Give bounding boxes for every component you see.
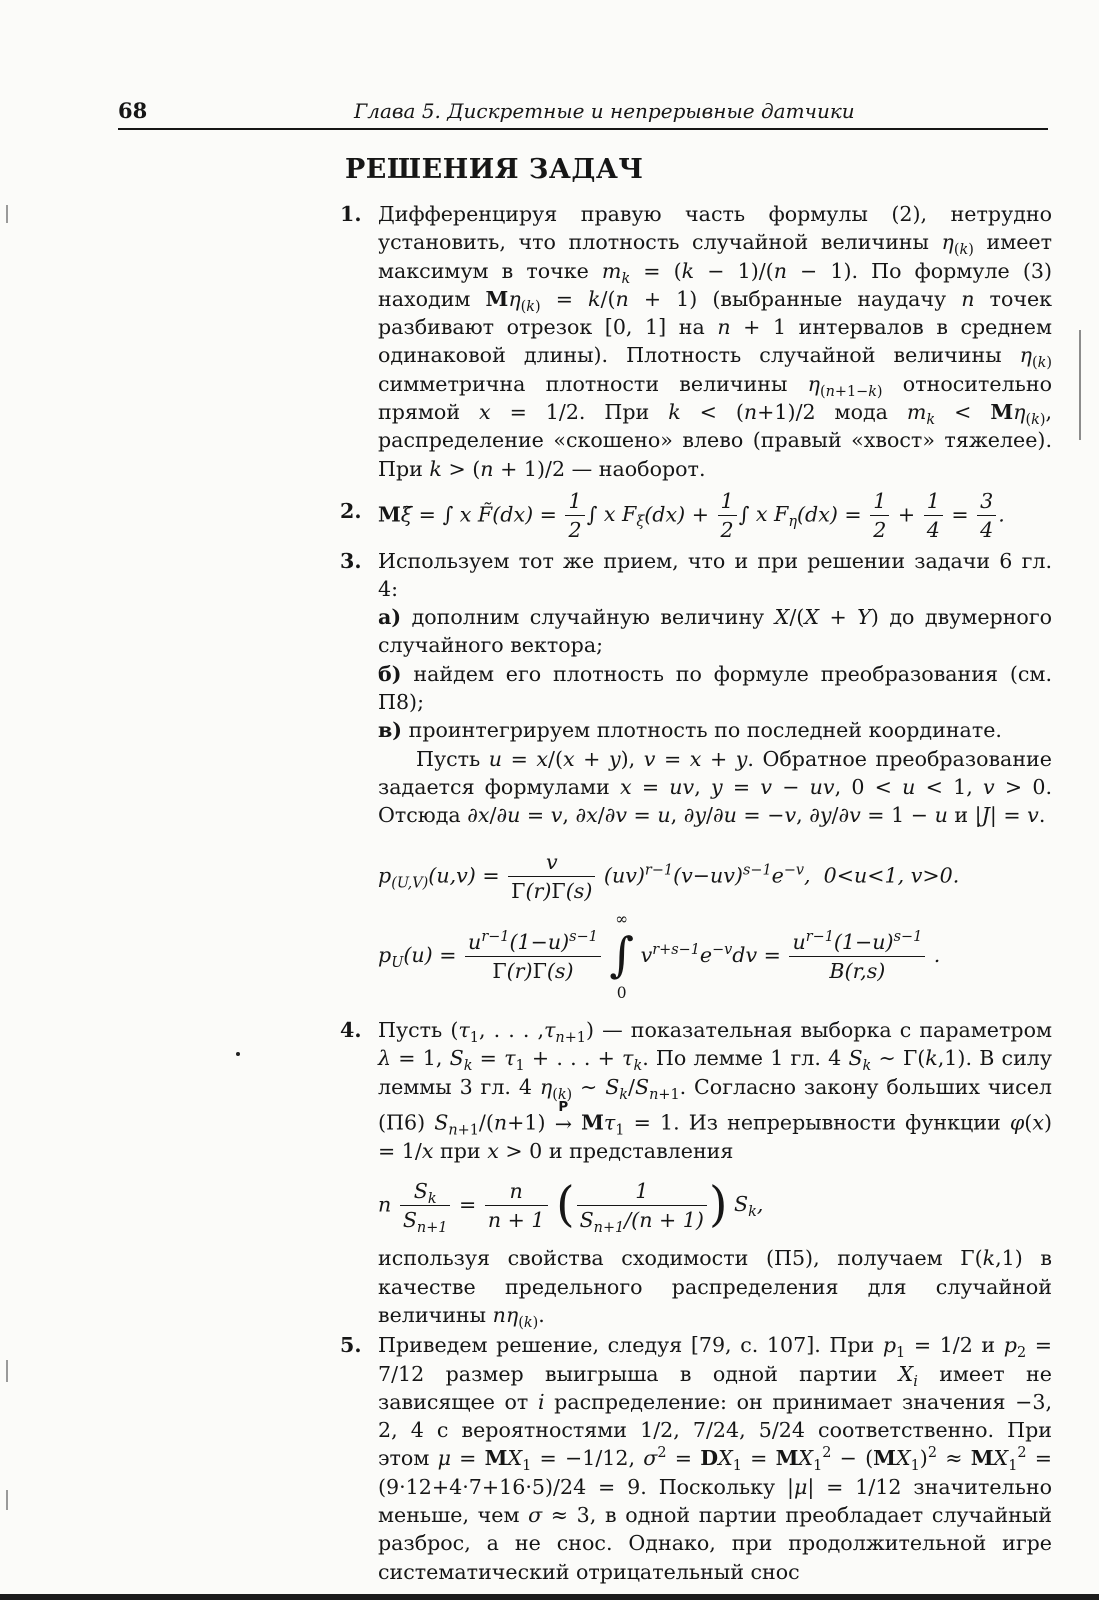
solution-4-conclusion: используя свойства сходимости (П5), получаем Γ(k,1) в качестве предельного распределения для случайной величины $n\eta_{(k)}$. bbox=[378, 1246, 1053, 1332]
page-header bbox=[118, 98, 1048, 130]
solution-3-step-b: б) найдем его плотность по формуле преобразования (см. П8); bbox=[378, 661, 1052, 715]
scan-mark bbox=[6, 1490, 8, 1510]
scan-mark bbox=[1079, 330, 1081, 440]
scan-dot bbox=[236, 1052, 240, 1056]
solution-5-text: Приведем решение, следуя [79, с. 107]. При $p_1 = 1/2$ и $p_2 = 7/12$ размер выигрыша в одной партии $X_i$ имеет не зависящее от i распределение: он принимает значения −3, 2, 4 с вероятностями 1/2, 7/24, 5/24 соответственно. При этом $\mu = MX_1 = -1/12$, $\sigma^2 = DX_1 = MX_1^2 - (MX_1)^2 \approx MX_1^2 = (9\cdot 12+4\cdot 7+16\cdot 5)/24 = 9$. Поскольку |μ| = 1/12 значительно меньше, чем σ ≈ 3, в одной партии преобладает случайный разброс, а не снос. Однако, при продолжительной игре систематический отрицательный снос bbox=[378, 1333, 1053, 1584]
representation-formula: n $\frac{S_k}{S_{n+1}}$ = $\frac{n}{n + 1}$ ( $\frac{1}{S_{n+1}/(n + 1)}$ ) $S_k$, bbox=[378, 1177, 764, 1237]
solution-3 bbox=[340, 547, 1052, 1002]
solution-1 bbox=[340, 200, 1052, 483]
solution-3-intro: Используем тот же прием, что и при решении задачи 6 гл. 4: bbox=[378, 548, 1052, 601]
page-number: 68 bbox=[118, 98, 148, 123]
solution-2-formula: Mξ̃ = ∫ x F̃(dx) = $\frac{1}{2}$ ∫ x $F_\xi(dx)$ + $\frac{1}{2}$ ∫ x $F_\eta(dx)$ = $\frac{1}{2}$ + $\frac{1}{4}$ = $\frac{3}{4}$ . bbox=[378, 487, 1052, 545]
scan-mark bbox=[6, 205, 8, 223]
item-number: 5. bbox=[340, 1333, 362, 1358]
item-number: 3. bbox=[340, 548, 362, 573]
item-number: 4. bbox=[340, 1017, 362, 1042]
solution-5 bbox=[340, 1331, 1052, 1586]
item-number: 2. bbox=[340, 498, 362, 523]
density-marginal-formula: $p_U(u)$ = $\frac{u^{r-1}(1-u)^{s-1}}{\Gamma(r)\Gamma(s)}$ ∞ ∫ 0 $v^{r+s-1}e^{-v}dv$ = $\frac{u^{r-1}(1-u)^{s-1}}{B(r,s)}$ . bbox=[378, 910, 941, 1002]
solution-3-step-a: а) дополним случайную величину X/(X + Y) до двумерного случайного вектора; bbox=[378, 605, 1053, 658]
solution-2 bbox=[340, 487, 1052, 545]
scan-edge bbox=[0, 1594, 1099, 1600]
solution-1-text: Дифференцируя правую часть формулы (2), нетрудно установить, что плотность случайной величины $\eta_{(k)}$ имеет максимум в точке $m_k = (k - 1)/(n - 1)$. По формуле (3) находим $M\eta_{(k)} = k/(n + 1)$ (выбранные наудачу n точек разбивают отрезок [0, 1] на n + 1 интервалов в среднем одинаковой длины). Плотность случайной величины $\eta_{(k)}$ симметрична плотности величины $\eta_{(n+1-k)}$ относительно прямой x = 1/2. При k < (n+1)/2 мода $m_k < M\eta_{(k)}$, распределение «скошено» влево (правый «хвост» тяжелее). При k > (n + 1)/2 — наоборот. bbox=[378, 202, 1053, 481]
solution-4 bbox=[340, 1016, 1053, 1332]
item-number: 1. bbox=[340, 202, 362, 226]
solution-3-body: Пусть u = x/(x + y), v = x + y. Обратное преобразование задается формулами x = uv, y = v − uv, 0 < u < 1, v > 0. Отсюда ∂x/∂u = v, ∂x/∂v = u, ∂y/∂u = −v, ∂y/∂v = 1 − u и |J| = v. bbox=[378, 746, 1052, 828]
scan-mark bbox=[6, 1360, 8, 1382]
density-joint-formula: $p_{(U,V)}(u,v)$ = $\frac{v}{\Gamma(r)\Gamma(s)}$ $(uv)^{r-1}(v-uv)^{s-1}e^{-v}$, 0<u<1, v>0. bbox=[378, 848, 1052, 906]
solutions-body bbox=[340, 200, 1052, 1586]
solution-4-text: Пусть ($\tau_1$, . . . $,\tau_{n+1}$) — показательная выборка с параметром λ = 1, $S_k = \tau_1$ + . . . + $\tau_k$. По лемме 1 гл. 4 $S_k$ ∼ Γ(k,1). В силу леммы 3 гл. 4 $\eta_{(k)}$ ∼ $S_k/S_{n+1}$. Согласно закону больших чисел (П6) $S_{n+1}/(n+1)$ P → $M\tau_1 = 1$. Из непрерывности функции φ(x) = 1/x при x > 0 и представления bbox=[378, 1017, 1052, 1163]
solution-3-step-c: в) проинтегрируем плотность по последней координате. bbox=[378, 718, 1002, 743]
running-head: Глава 5. Дискретные и непрерывные датчики bbox=[354, 99, 855, 123]
section-title: РЕШЕНИЯ ЗАДАЧ bbox=[345, 154, 644, 185]
